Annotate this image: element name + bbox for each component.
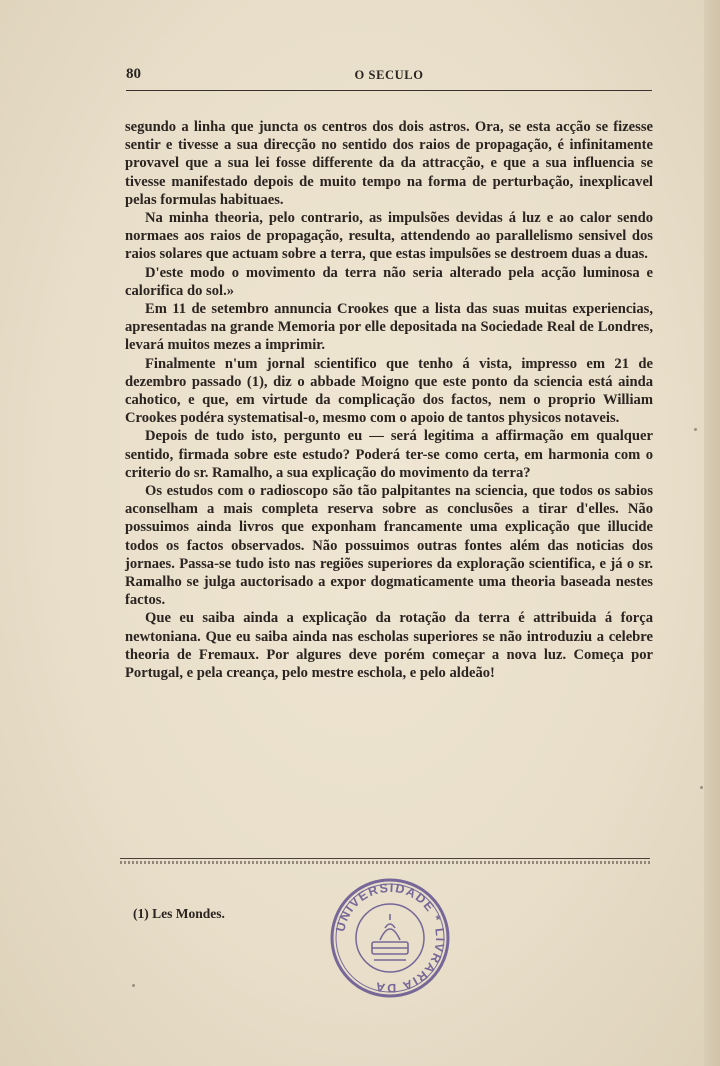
- speck: [132, 984, 135, 987]
- paragraph: segundo a linha que juncta os centros dos dois astros. Ora, se esta acção se fizesse sentir e tivesse a sua direcção no sentido dos raios de propagação, é infinitamente provavel que a sua lei fosse differente da da attracção, e que a sua influencia se tivesse manifestado depois de muito tempo na forma de perturbação, inexplicavel pelas formulas habituaes.: [125, 119, 653, 208]
- library-stamp: [328, 876, 452, 1000]
- stamp-text: UNIVERSIDADE * LIVRARIA DA: [333, 880, 448, 996]
- page-header: [126, 64, 652, 91]
- page-edge: [704, 0, 720, 1066]
- footnote-rule-pattern: [120, 861, 650, 864]
- speck: [700, 786, 703, 789]
- paragraph: D'este modo o movimento da terra não seria alterado pela acção luminosa e calorifica do sol.»: [125, 264, 653, 299]
- paragraph: Em 11 de setembro annuncia Crookes que a lista das suas muitas experiencias, apresentadas na grande Memoria por elle depositada na Sociedade Real de Londres, levará muitos mezes a imprimir.: [125, 301, 653, 354]
- page-number: 80: [126, 66, 141, 82]
- paragraph: Depois de tudo isto, pergunto eu — será legitima a affirmação em qualquer sentido, firmada sobre este estudo? Poderá ter-se como certa, em harmonia com o criterio do sr. Ramalho, a sua explicação do movimento da terra?: [125, 428, 653, 481]
- paragraph: Os estudos com o radioscopo são tão palpitantes na sciencia, que todos os sabios aconselham a mais completa reserva sobre as conclusões a tirar d'elles. Não possuimos ainda livros que exponham francamente uma explicação que illucide todos os factos observados. Não possuimos outras fontes além das noticias dos jornaes. Passa-se tudo isto nas regiões superiores da exploração scientifica, e já o sr. Ramalho se julga auctorisado a expor dogmaticamente uma theoria baseada nestes factos.: [125, 483, 653, 609]
- running-head: O SECULO: [354, 68, 424, 82]
- paragraph: Finalmente n'um jornal scientifico que tenho á vista, impresso em 21 de dezembro passado (1), diz o abbade Moigno que este ponto da sciencia está ainda cahotico, e que, em virtude da complicação dos factos, nem o proprio William Crookes podéra systematisal-o, mesmo com o apoio de tantos physicos notaveis.: [125, 355, 653, 427]
- body-text: [125, 118, 653, 682]
- speck: [694, 428, 697, 431]
- footnote: (1) Les Mondes.: [133, 906, 225, 921]
- paragraph: Que eu saiba ainda a explicação da rotação da terra é attribuida á força newtoniana. Que eu saiba ainda nas escholas superiores se não introduziu a celebre theoria de Fremaux. Por algures deve porém começar a nova luz. Começa por Portugal, e pela creança, pelo mestre eschola, e pelo aldeão!: [125, 610, 653, 682]
- paragraph: Na minha theoria, pelo contrario, as impulsões devidas á luz e ao calor sendo normaes aos raios de propagação, resulta, attendendo ao parallelismo sensivel dos raios solares que actuam sobre a terra, que estas impulsões se destroem duas a duas.: [125, 210, 653, 263]
